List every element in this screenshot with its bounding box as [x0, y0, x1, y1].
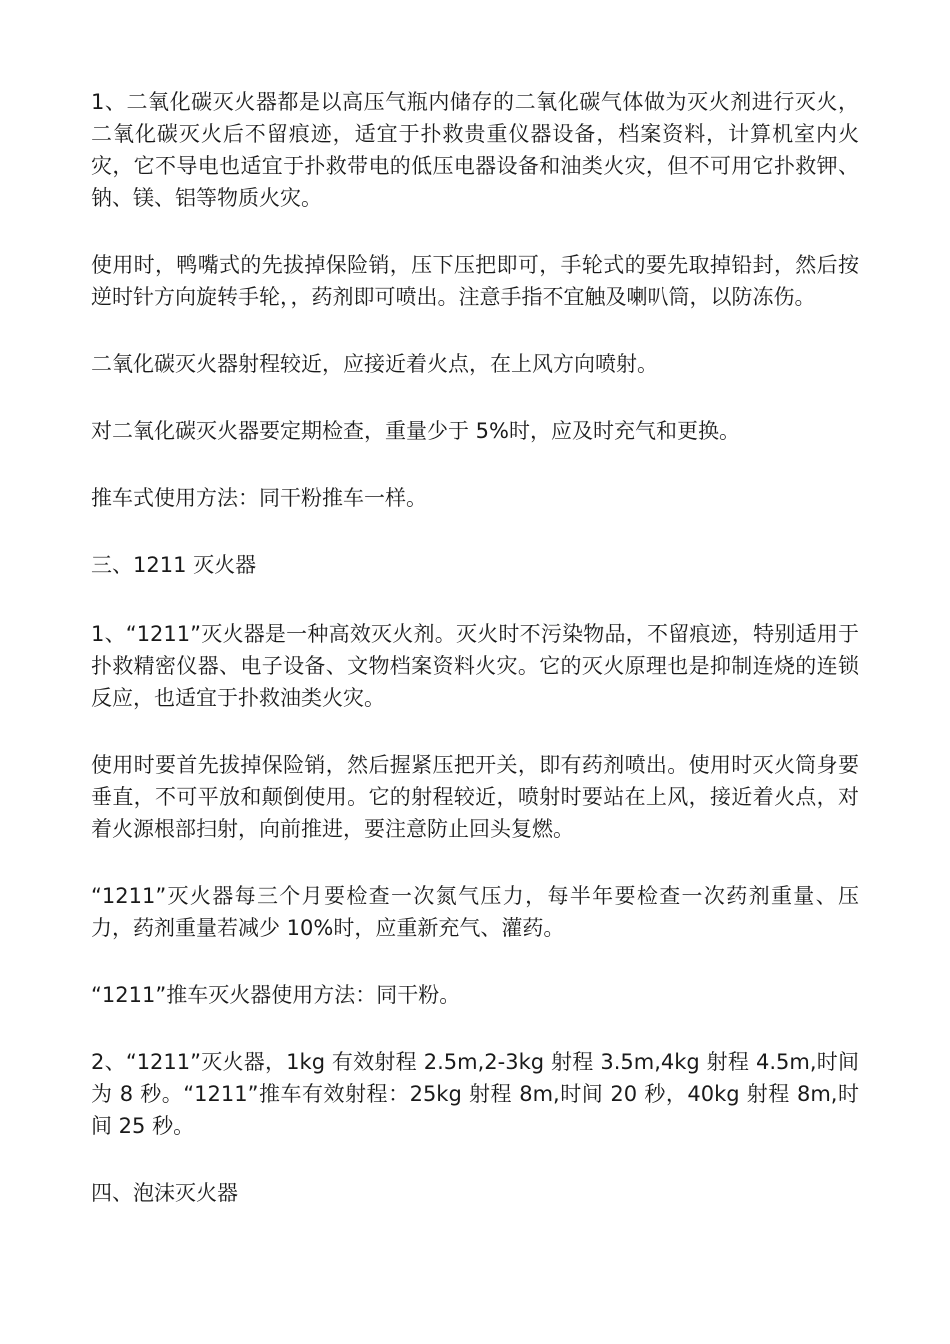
paragraph-co2-intro: 1、二氧化碳灭火器都是以高压气瓶内储存的二氧化碳气体做为灭火剂进行灭火，二氧化碳灭火后不留痕迹，适宜于扑救贵重仪器设备，档案资料，计算机室内火灾，它不导电也适宜于扑救带电的低压电器设备和油类火灾，但不可用它扑救钾、钠、镁、铝等物质火灾。	[91, 90, 859, 210]
paragraph-co2-cart: 推车式使用方法：同干粉推车一样。	[91, 486, 427, 510]
paragraph-1211-cart: “1211”推车灭火器使用方法：同干粉。	[91, 983, 461, 1007]
paragraph-co2-inspection: 对二氧化碳灭火器要定期检查，重量少于 5%时，应及时充气和更换。	[91, 419, 740, 443]
document-body	[91, 86, 859, 1209]
paragraph-1211-range: 2、“1211”灭火器，1kg 有效射程 2.5m,2-3kg 射程 3.5m,4kg 射程 4.5m,时间为 8 秒。“1211”推车有效射程：25kg 射程 8m,时间 20 秒，40kg 射程 8m,时间 25 秒。	[91, 1050, 859, 1138]
paragraph-1211-inspection: “1211”灭火器每三个月要检查一次氮气压力，每半年要检查一次药剂重量、压力，药剂重量若减少 10%时，应重新充气、灌药。	[91, 884, 859, 940]
paragraph-1211-usage: 使用时要首先拔掉保险销，然后握紧压把开关，即有药剂喷出。使用时灭火筒身要垂直，不可平放和颠倒使用。它的射程较近，喷射时要站在上风，接近着火点，对着火源根部扫射，向前推进，要注意防止回头复燃。	[91, 753, 859, 841]
paragraph-co2-range: 二氧化碳灭火器射程较近，应接近着火点，在上风方向喷射。	[91, 352, 658, 376]
section-heading-foam: 四、泡沫灭火器	[91, 1181, 238, 1205]
section-heading-1211: 三、1211 灭火器	[91, 553, 257, 577]
paragraph-1211-intro: 1、“1211”灭火器是一种高效灭火剂。灭火时不污染物品，不留痕迹，特别适用于扑救精密仪器、电子设备、文物档案资料火灾。它的灭火原理也是抑制连烧的连锁反应，也适宜于扑救油类火灾。	[91, 622, 859, 710]
paragraph-co2-usage: 使用时，鸭嘴式的先拔掉保险销，压下压把即可，手轮式的要先取掉铅封，然后按逆时针方向旋转手轮，，药剂即可喷出。注意手指不宜触及喇叭筒，以防冻伤。	[91, 253, 859, 309]
